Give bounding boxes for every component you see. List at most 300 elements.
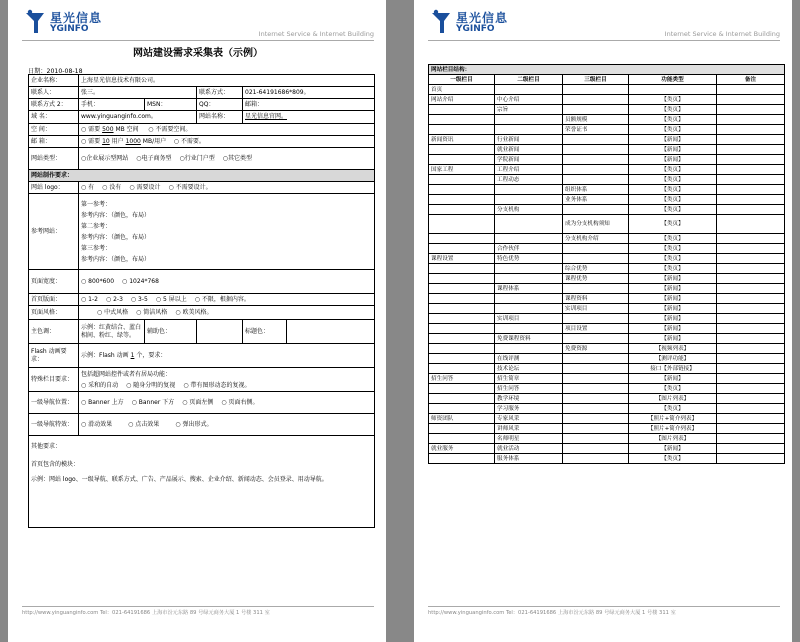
table-cell <box>495 274 563 284</box>
table-row <box>429 205 785 215</box>
table-cell <box>563 424 629 434</box>
table-cell <box>717 125 785 135</box>
table-cell: 【类页】 <box>629 215 717 234</box>
other-section <box>29 436 375 528</box>
table-cell <box>717 105 785 115</box>
column-header: 一级栏目 <box>429 75 495 85</box>
nav2-option[interactable]: ○ 滑动效果 <box>81 420 113 428</box>
table-cell <box>495 125 563 135</box>
table-cell: 【新闻】 <box>629 374 717 384</box>
contact-label: 联系人： <box>29 87 79 99</box>
column-header: 功能类型 <box>629 75 717 85</box>
contact-value: 张三。 <box>79 87 197 99</box>
table-cell <box>563 105 629 115</box>
logo-cn: 星光信息 <box>50 11 103 25</box>
table-cell: 师资团队 <box>429 414 495 424</box>
table-row <box>429 314 785 324</box>
table-cell: 【类页】 <box>629 454 717 464</box>
table-row <box>429 264 785 274</box>
type-option[interactable]: ○行业门户型 <box>179 154 215 162</box>
table-cell: 教学环境 <box>495 394 563 404</box>
table-cell <box>717 394 785 404</box>
table-cell <box>429 314 495 324</box>
table-cell <box>717 165 785 175</box>
table-cell <box>629 85 717 95</box>
table-cell <box>717 304 785 314</box>
table-cell <box>563 244 629 254</box>
logo <box>430 8 510 38</box>
table-cell <box>429 205 495 215</box>
width-option[interactable]: ○ 800*600 <box>81 277 115 285</box>
table-cell <box>429 105 495 115</box>
table-cell <box>717 284 785 294</box>
table-cell <box>563 95 629 105</box>
nav2-option[interactable]: ○ 弹出形式。 <box>175 420 213 428</box>
table-cell <box>495 304 563 314</box>
company-label: 企业名称： <box>29 75 79 87</box>
table-cell: 【类页】 <box>629 105 717 115</box>
table-row <box>429 85 785 95</box>
table-cell: 实训项目 <box>495 314 563 324</box>
table-cell <box>495 195 563 205</box>
ref-line: 参考内容：（颜色，布局） <box>81 233 151 241</box>
table-cell <box>563 404 629 414</box>
column-header: 二级栏目 <box>495 75 563 85</box>
table-cell <box>429 234 495 244</box>
table-row <box>429 364 785 374</box>
table-cell <box>495 264 563 274</box>
table-cell <box>717 314 785 324</box>
func-line: 包括超网站控件或者有居局功能： <box>81 370 172 378</box>
logo <box>24 8 104 38</box>
table-cell <box>563 135 629 145</box>
func-label: 特殊栏目要求： <box>29 368 79 392</box>
table-row <box>429 175 785 185</box>
table-cell <box>717 185 785 195</box>
table-cell: 国家工程 <box>429 165 495 175</box>
table-cell <box>717 334 785 344</box>
logo-option[interactable]: ○ 有 <box>81 183 95 191</box>
table-cell <box>717 254 785 264</box>
table-cell <box>429 145 495 155</box>
qq-field: QQ： <box>197 99 243 111</box>
table-cell: 网站介绍 <box>429 95 495 105</box>
table-row <box>429 454 785 464</box>
table-cell: 技术论坛 <box>495 364 563 374</box>
logo-icon <box>24 9 46 35</box>
table-cell: 实训项目 <box>563 304 629 314</box>
table-cell: 【新闻】 <box>629 135 717 145</box>
style-option[interactable]: ○ 中式风格 <box>97 308 129 316</box>
nav2-options <box>79 414 375 436</box>
aux-color-value[interactable] <box>197 320 243 344</box>
table-cell <box>717 374 785 384</box>
table-cell: 【类页】 <box>629 234 717 244</box>
table-row <box>429 95 785 105</box>
table-cell <box>495 344 563 354</box>
table-cell <box>717 244 785 254</box>
domain-value: www.yinguanginfo.com。 <box>79 111 197 124</box>
table-cell <box>495 185 563 195</box>
nav1-options <box>79 392 375 414</box>
table-cell: 招生简章 <box>495 374 563 384</box>
table-row <box>429 394 785 404</box>
table-cell <box>717 175 785 185</box>
table-cell: 中心介绍 <box>495 95 563 105</box>
table-cell: 课程设置 <box>429 254 495 264</box>
space-label: 空 间： <box>29 124 79 136</box>
table-cell <box>717 404 785 414</box>
cols-option[interactable]: ○ 3-5 <box>130 295 148 303</box>
type-options <box>79 148 375 170</box>
nav1-label: 一级导航位置： <box>29 392 79 414</box>
table-cell <box>717 324 785 334</box>
table-cell <box>563 444 629 454</box>
table-cell: 课程体系 <box>495 284 563 294</box>
page-footer: http://www.yinguanginfo.com Tel：021-64191686 上海市汾元东路 89 号绿元商务大厦 1 号楼 311 室 <box>428 606 780 616</box>
table-cell <box>717 344 785 354</box>
site-structure-table <box>428 64 785 464</box>
table-cell <box>717 364 785 374</box>
mail-options <box>79 136 375 148</box>
table-row <box>429 254 785 264</box>
table-cell: 员额规模 <box>563 115 629 125</box>
table-cell: 【新闻】 <box>629 145 717 155</box>
ref-lines <box>79 194 375 270</box>
table-cell <box>429 434 495 444</box>
table-row <box>429 374 785 384</box>
table-cell <box>429 215 495 234</box>
page-left <box>8 0 386 642</box>
table-cell <box>717 155 785 165</box>
contact2-label: 联系方式 2： <box>29 99 79 111</box>
table-cell: 工程介绍 <box>495 165 563 175</box>
table-cell: 就业活动 <box>495 444 563 454</box>
table-cell <box>429 324 495 334</box>
column-header: 三级栏目 <box>563 75 629 85</box>
table-cell: 荣誉证书 <box>563 125 629 135</box>
cols-option[interactable]: ○ 2-3 <box>105 295 123 303</box>
page-header <box>428 8 780 41</box>
table-cell: 【新闻】 <box>629 334 717 344</box>
table-cell: 【新闻】 <box>629 444 717 454</box>
table-cell: 【类页】 <box>629 205 717 215</box>
table-cell <box>717 264 785 274</box>
ref-line: 参考内容：（颜色，布局） <box>81 255 151 263</box>
logo-option[interactable]: ○ 需要设计 <box>129 183 161 191</box>
table-cell <box>563 434 629 444</box>
table-cell: 讲师风采 <box>495 424 563 434</box>
table-cell: 【照片+简介列表】 <box>629 414 717 424</box>
tagline: Internet Service & Internet Building <box>664 30 780 38</box>
cols-option[interactable]: ○ 1-2 <box>81 295 98 303</box>
table-cell <box>429 125 495 135</box>
space-option-need[interactable]: ○ 需要 500 MB 空间 <box>81 125 139 133</box>
sitename-value: 星光信息官网。 <box>243 111 375 124</box>
table-cell: 免费课程资料 <box>495 334 563 344</box>
mail-label: 邮 箱： <box>29 136 79 148</box>
table-cell <box>429 175 495 185</box>
table-cell <box>563 334 629 344</box>
table-cell <box>563 364 629 374</box>
space-options <box>79 124 375 136</box>
table-row <box>429 434 785 444</box>
table-cell: 服务体系 <box>495 454 563 464</box>
logo-icon <box>430 9 452 35</box>
table-row <box>429 105 785 115</box>
table-cell: 综合优势 <box>563 264 629 274</box>
table-cell: 在线评测 <box>495 354 563 364</box>
func-option[interactable]: ○ 随身分明的复视 <box>126 381 176 389</box>
table-cell: 项目设置 <box>563 324 629 334</box>
table-cell: 【类页】 <box>629 195 717 205</box>
table-row <box>429 354 785 364</box>
table-cell <box>429 284 495 294</box>
table-cell: 【新闻】 <box>629 324 717 334</box>
table-cell <box>429 334 495 344</box>
other-line: 示例：网站 logo、一级导航、联系方式、广告、产品展示、搜索、企业介绍、新闻动态、会员登录、用动导航。 <box>31 476 328 483</box>
table-cell: 新闻资讯 <box>429 135 495 145</box>
table-row <box>429 135 785 145</box>
table-cell <box>495 294 563 304</box>
logo-req-label: 网站 logo： <box>29 182 79 194</box>
table-row <box>429 195 785 205</box>
other-line: 首页包含的模块： <box>31 461 80 468</box>
logo-option[interactable]: ○ 没有 <box>102 183 122 191</box>
table-cell <box>563 205 629 215</box>
table-cell: 就业新闻 <box>495 145 563 155</box>
table-row <box>429 185 785 195</box>
table-cell <box>717 95 785 105</box>
table-cell: 【新闻】 <box>629 274 717 284</box>
table-row <box>429 125 785 135</box>
table-cell: 【类页】 <box>629 115 717 125</box>
mail-option-none[interactable]: ○ 不需要。 <box>173 137 205 145</box>
table-cell <box>563 394 629 404</box>
nav2-option[interactable]: ○ 点击效果 <box>128 420 160 428</box>
domain-label: 域 名： <box>29 111 79 124</box>
table-cell: 【类页】 <box>629 175 717 185</box>
style-option[interactable]: ○ 欧美风格。 <box>175 308 213 316</box>
table-cell: 组织体系 <box>563 185 629 195</box>
column-header: 备注 <box>717 75 785 85</box>
ref-line: 第一参考： <box>81 200 112 208</box>
style-options <box>79 306 375 320</box>
table-cell <box>563 374 629 384</box>
table-cell: 学院新闻 <box>495 155 563 165</box>
table-cell <box>717 384 785 394</box>
table-cell <box>717 434 785 444</box>
table-cell <box>429 264 495 274</box>
table-cell <box>717 205 785 215</box>
nav2-label: 一级导航特效： <box>29 414 79 436</box>
logo-cn: 星光信息 <box>456 11 509 25</box>
table-cell <box>563 314 629 324</box>
ref-line: 第二参考： <box>81 222 112 230</box>
type-option[interactable]: ○电子商务型 <box>136 154 172 162</box>
table-cell: 成为分支机构须知 <box>563 215 629 234</box>
table-row <box>429 215 785 234</box>
nav1-option[interactable]: ○ Banner 下方 <box>131 398 175 406</box>
table-cell: 宗旨 <box>495 105 563 115</box>
ref-line: 参考内容：（颜色，布局） <box>81 211 151 219</box>
table-cell <box>495 215 563 234</box>
logo-option[interactable]: ○ 不需要设计。 <box>168 183 212 191</box>
flash-label: Flash 动画要求： <box>29 344 79 368</box>
sitename-label: 网站名称： <box>197 111 243 124</box>
table-cell: 【新闻】 <box>629 304 717 314</box>
table-cell <box>563 175 629 185</box>
border-color-label: 标题色： <box>243 320 287 344</box>
cols-option[interactable]: ○ 不限，根据内容。 <box>194 295 250 303</box>
page-title: 网站建设需求采集表（示例） <box>133 48 263 59</box>
table-row <box>429 284 785 294</box>
ref-label: 参考网站： <box>29 194 79 270</box>
table-cell: 【图片列表】 <box>629 394 717 404</box>
tagline: Internet Service & Internet Building <box>258 30 374 38</box>
table-row <box>429 244 785 254</box>
table-cell <box>429 354 495 364</box>
table-cell <box>495 234 563 244</box>
table-cell <box>717 215 785 234</box>
nav1-option[interactable]: ○ 页面左侧 <box>182 398 214 406</box>
msn-field: MSN： <box>145 99 197 111</box>
table-cell <box>717 444 785 454</box>
table-cell <box>429 454 495 464</box>
table-cell <box>429 384 495 394</box>
flash-value: 示例：Flash 动画 1 个，要求： <box>79 344 375 368</box>
space-option-none[interactable]: ○ 不需要空间。 <box>148 125 192 133</box>
style-option[interactable]: ○ 简洁风格 <box>136 308 168 316</box>
table-cell: 学习服务 <box>495 404 563 414</box>
structure-section-header: 网站栏目结构： <box>429 65 785 75</box>
table-cell: 【视频列表】 <box>629 344 717 354</box>
aux-color-label: 辅助色： <box>145 320 197 344</box>
company-value: 上海星光信息技术有限公司。 <box>79 75 375 87</box>
table-cell <box>495 85 563 95</box>
func-value <box>79 368 375 392</box>
table-cell <box>563 155 629 165</box>
table-row <box>429 424 785 434</box>
cols-option[interactable]: ○ 5 屏以上 <box>155 295 187 303</box>
table-cell <box>717 354 785 364</box>
mail-option-need[interactable]: ○ 需要 10 用户 1000 MB/用户 <box>81 137 167 145</box>
table-cell: 课程资料 <box>563 294 629 304</box>
table-cell: 【类页】 <box>629 254 717 264</box>
logo-en: YGINFO <box>456 24 495 34</box>
table-cell <box>429 155 495 165</box>
type-option[interactable]: ○企业展示型网站 <box>81 154 129 162</box>
table-cell: 课程优势 <box>563 274 629 284</box>
table-row <box>429 155 785 165</box>
table-cell <box>429 274 495 284</box>
table-cell: 招生问答 <box>495 384 563 394</box>
table-cell <box>717 145 785 155</box>
table-row <box>429 334 785 344</box>
table-cell: 特色优势 <box>495 254 563 264</box>
table-cell <box>717 135 785 145</box>
width-options <box>79 270 375 294</box>
table-cell <box>563 165 629 175</box>
table-row <box>429 344 785 354</box>
table-cell <box>563 384 629 394</box>
table-cell: 合作伙伴 <box>495 244 563 254</box>
table-cell <box>429 404 495 414</box>
table-cell: 【类页】 <box>629 264 717 274</box>
page-right <box>414 0 792 642</box>
table-cell: 名师明星 <box>495 434 563 444</box>
structure-header-row <box>429 75 785 85</box>
table-cell <box>429 364 495 374</box>
border-color-value[interactable] <box>287 320 375 344</box>
table-cell <box>429 304 495 314</box>
color-value: 示例：红黄结合、蓝白相间、粉红、绿等。 <box>79 320 145 344</box>
contact-method-label: 联系方式： <box>197 87 243 99</box>
table-cell: 【类页】 <box>629 404 717 414</box>
logo-options <box>79 182 375 194</box>
table-cell <box>429 244 495 254</box>
table-cell <box>717 85 785 95</box>
table-row <box>429 304 785 314</box>
table-cell: 【新闻】 <box>629 284 717 294</box>
table-row <box>429 324 785 334</box>
table-cell <box>717 414 785 424</box>
table-cell <box>563 85 629 95</box>
page-header <box>22 8 374 41</box>
table-cell: 分支机构 <box>495 205 563 215</box>
nav1-option[interactable]: ○ Banner 上方 <box>81 398 124 406</box>
table-cell <box>429 344 495 354</box>
table-cell: 【类页】 <box>629 95 717 105</box>
table-cell <box>563 254 629 264</box>
other-label: 其他要求： <box>31 443 62 450</box>
table-cell <box>429 294 495 304</box>
table-row <box>429 414 785 424</box>
logo-en: YGINFO <box>50 24 89 34</box>
table-row <box>429 384 785 394</box>
table-row <box>429 145 785 155</box>
table-cell: 【类页】 <box>629 185 717 195</box>
func-option[interactable]: ○ 采和的自动 <box>81 381 119 389</box>
table-cell <box>429 115 495 125</box>
table-cell: 就业服务 <box>429 444 495 454</box>
table-cell <box>429 394 495 404</box>
width-label: 页面宽度： <box>29 270 79 294</box>
table-cell <box>717 424 785 434</box>
style-label: 页面风格： <box>29 306 79 320</box>
func-option[interactable]: ○ 带有图形动态的复视。 <box>183 381 251 389</box>
structure-body <box>429 85 785 464</box>
ref-line: 第三参考： <box>81 244 112 252</box>
cols-options <box>79 294 375 306</box>
color-label: 主色调： <box>29 320 79 344</box>
table-cell <box>717 115 785 125</box>
nav1-option[interactable]: ○ 页面右侧。 <box>221 398 259 406</box>
type-option[interactable]: ○其它类型 <box>222 154 252 162</box>
section-header: 网站制作要求： <box>29 170 375 182</box>
table-cell <box>563 454 629 464</box>
mobile-field: 手机： <box>79 99 145 111</box>
page-footer: http://www.yinguanginfo.com Tel：021-64191686 上海市汾元东路 89 号绿元商务大厦 1 号楼 311 室 <box>22 606 374 616</box>
width-option[interactable]: ○ 1024*768 <box>122 277 159 285</box>
table-cell: 【类页】 <box>629 244 717 254</box>
table-row <box>429 294 785 304</box>
table-cell: 【新闻】 <box>629 294 717 304</box>
table-cell: 【图片列表】 <box>629 434 717 444</box>
table-cell <box>563 354 629 364</box>
table-cell <box>563 145 629 155</box>
table-cell: 【测评功能】 <box>629 354 717 364</box>
